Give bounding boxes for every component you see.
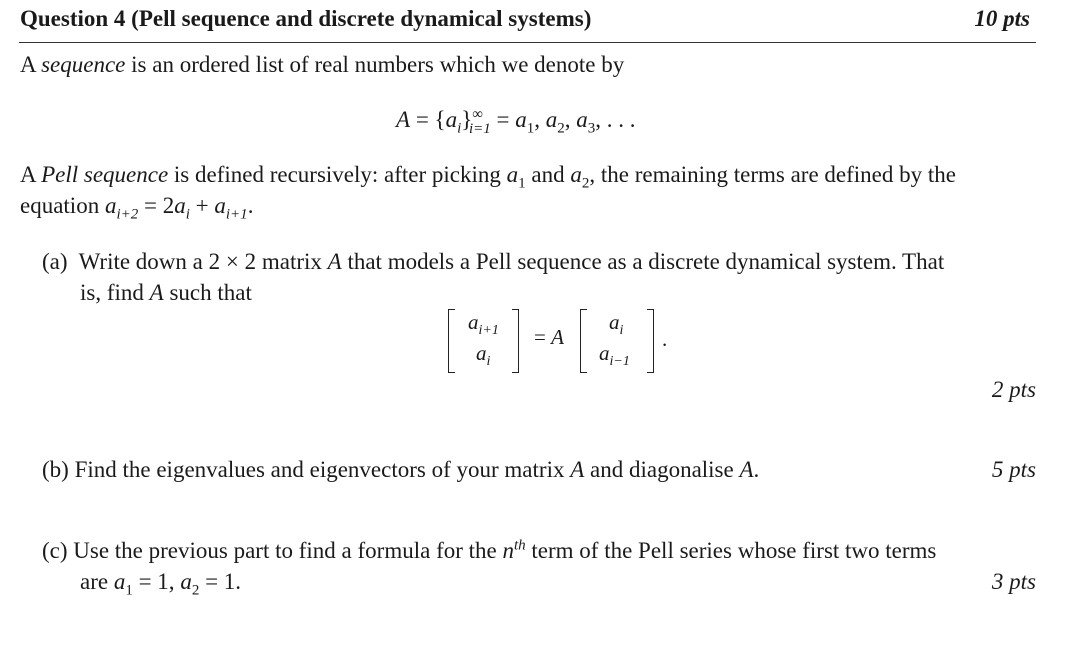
definition-line-1: A Pell sequence is defined recursively: after picking $a_1$ and $a_2$, the remaining terms are defined by the	[20, 162, 956, 192]
intro-term: sequence	[41, 52, 126, 77]
def-suffix: , the remaining terms are defined by the	[589, 162, 956, 187]
def-term: Pell sequence	[41, 162, 169, 187]
left-bracket-2	[580, 309, 587, 373]
part-c-text-2: are	[80, 569, 109, 594]
part-c-line-1: (c) Use the previous part to find a formula for the $n^{th}$ term of the Pell series whose first two terms	[42, 537, 937, 563]
title-divider	[19, 42, 1036, 43]
part-b-line: (b) Find the eigenvalues and eigenvectors of your matrix A and diagonalise A.	[42, 457, 760, 482]
def-line2-prefix: equation	[20, 193, 105, 218]
question-title: Question 4 (Pell sequence and discrete dynamical systems)	[20, 6, 592, 31]
part-b-text: (b) Find the eigenvalues and eigenvectors of your matrix	[42, 457, 565, 482]
intro-prefix: A	[20, 52, 42, 77]
matrix-equation: $a_{i+1}$ $a_i$ = A $a_i$ $a_{i-1}$ .	[448, 307, 688, 373]
part-a-text-1: Write down a 2 × 2 matrix	[78, 249, 322, 274]
left-bracket-1	[448, 309, 455, 373]
part-a-points: 2 pts	[991, 377, 1036, 402]
sequence-equation: $A = \{a_i\}^\infty_{i=1} = a_1$, $a_2$, $a_3$, . . .	[396, 106, 636, 137]
part-a-text-2: is, find	[80, 280, 144, 305]
intro-suffix: is an ordered list of real numbers which we denote by	[125, 52, 625, 77]
question-points: 10 pts	[974, 6, 1030, 31]
def-and: and	[525, 162, 571, 187]
part-b-text-middle: and diagonalise	[590, 457, 734, 482]
part-c-points: 3 pts	[991, 569, 1036, 594]
def-middle: is defined recursively: after picking	[168, 162, 507, 187]
definition-line-2: equation $a_{i+2} = 2a_i + a_{i+1}$.	[20, 193, 254, 223]
part-a-text-1-rest: that models a Pell sequence as a discrete dynamical system. That	[347, 249, 945, 274]
intro-paragraph	[20, 52, 624, 78]
right-bracket-1	[512, 309, 519, 373]
part-c-text-1-suffix: term of the Pell series whose first two terms	[531, 538, 937, 563]
def-prefix: A	[20, 162, 42, 187]
part-a-line-1: (a) Write down a 2 × 2 matrix A that models a Pell sequence as a discrete dynamical system. That	[42, 249, 945, 274]
part-c-line-2: are $a_1 = 1$, $a_2 = 1$.	[80, 569, 242, 599]
right-bracket-2	[647, 309, 654, 373]
part-a-line-2: is, find A such that	[80, 280, 252, 305]
part-c-text-1: (c) Use the previous part to find a formula for the	[42, 538, 497, 563]
part-a-text-2-suffix: such that	[169, 280, 252, 305]
part-b-points: 5 pts	[991, 457, 1036, 482]
